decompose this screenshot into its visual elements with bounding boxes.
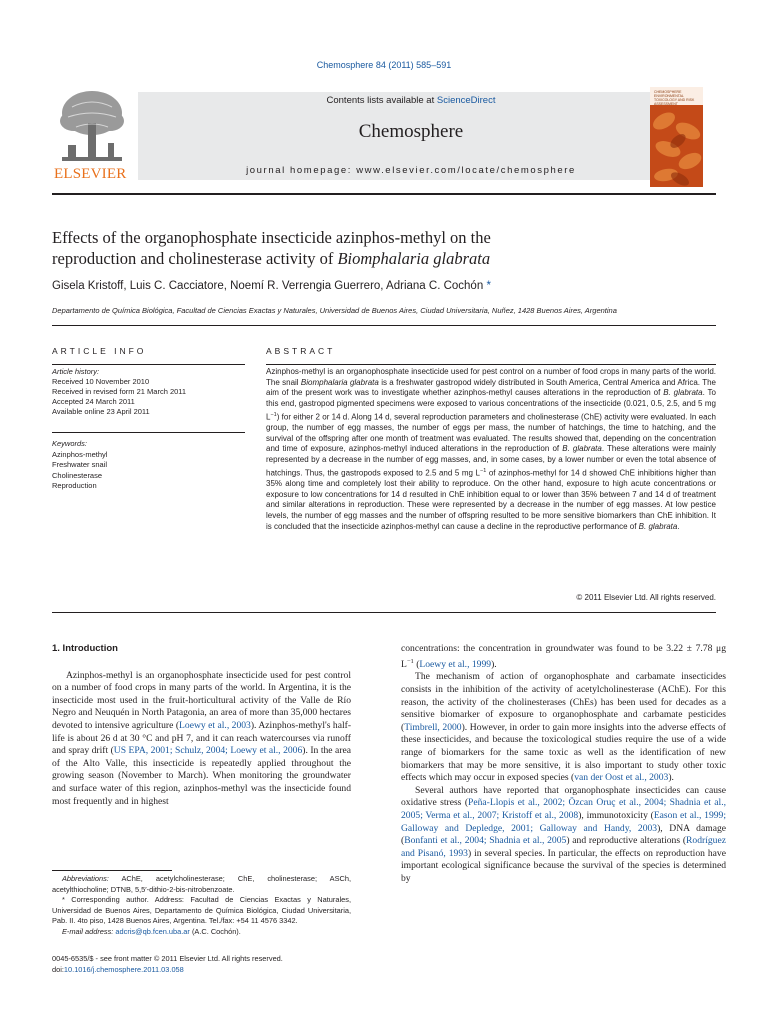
contents-prefix: Contents lists available at [326,95,437,106]
corresponding-author-mark[interactable]: * [486,280,491,292]
journal-reference[interactable]: Chemosphere 84 (2011) 585–591 [316,60,452,70]
body-right-column [401,643,726,885]
email-label: E-mail address: [62,926,114,936]
footnote-rule [52,870,172,871]
unit-exponent: −1 [406,657,414,665]
abbreviations-label: Abbreviations: [62,874,109,883]
contents-line [138,95,684,106]
abstract-copyright: © 2011 Elsevier Ltd. All rights reserved. [576,593,716,602]
citation-link[interactable]: US EPA, 2001; Schulz, 2004; Loewy et al., 2006 [113,745,303,757]
intro-paragraph-1 [52,670,351,809]
abstract-species: B. glabrata [638,521,678,531]
paragraph-text: ). [491,658,497,670]
abstract-species: Biomphalaria glabrata [300,377,379,387]
abstract-segment: . These alterations were mainly represented by a decrease in the number of egg masses, and, in some cases, by a lower number or even the total absence of hatchings. Thus, the gastropods exposed to 2.5 and 5 mg L [266,444,716,478]
paragraph-text: ) in several species. In particular, the effects on reproduction have important ecological significance because the survival of the species is determined by [401,847,726,884]
title-line-2 [52,248,716,269]
abstract-species: B. glabrata [562,444,602,454]
paragraph-text: The mechanism of action of organophosphate and carbamate insecticides consists in the inhibition of the activity of acetylcholinesterase (AChE). For this reason, the activity of the cholinesterases (ChEs) has been used for decades as a sensitive biomarker of exposure to organophosphate and carbamate pesticides ( [401,671,726,733]
abstract-text [266,367,716,532]
title-line-1: Effects of the organophosphate insecticide azinphos-methyl on the [52,228,491,247]
citation-link[interactable]: Eason et al., 1999; Galloway and Depledge, 2001; Galloway and Handy, 2003 [401,809,726,834]
abstract-rule [266,364,716,365]
paragraph-text: ). In the area of the Alto Valle, this insecticide is repeatedly applied throughout the growing season (November to March). When monitoring the groundwater and surface water of this region, azinphos-methyl was the insecticide found most frequently and in highest [52,745,351,807]
abbreviations-text: AChE, acetylcholinesterase; ChE, cholinesterase; ASCh, acetylthiocholine; DTNB, 5,5′-dithio-2-bis-nitrobenzoate. [52,874,351,894]
cover-title: CHEMOSPHERE ENVIRONMENTAL TOXICOLOGY AND RISK ASSESSMENT [654,90,695,106]
affiliation: Departamento de Química Biológica, Facultad de Ciencias Exactas y Naturales, Universidad de Buenos Aires, Ciudad Universitaria, Nuñez, 1428 Buenos Aires, Argentina [52,306,617,315]
affiliation-rule [52,325,716,326]
citation-link[interactable]: Loewy et al., 1999 [419,658,492,670]
intro-paragraph-3 [401,785,726,886]
keyword-item: Cholinesterase [52,470,103,480]
introduction-heading: 1. Introduction [52,643,118,654]
body-left-column [52,643,351,808]
history-rule [52,432,245,433]
history-received: Received 10 November 2010 [52,377,150,386]
journal-homepage[interactable]: journal homepage: www.elsevier.com/locate/chemosphere [246,165,576,176]
title-species: Biomphalaria glabrata [337,249,491,268]
doi-label: doi: [52,965,64,974]
author-list [52,280,716,292]
abstract-segment: ) for either 2 or 14 d. Along 14 d, several reproduction parameters and cholinesterase (ChE) activity were evaluated. In each group, the number of egg masses, the number of eggs per mass, the number of hatchings, the time to hatching, and the survival of the offspring after one month of treatment was evaluated. The results showed that, depending on the concentration and time of exposure, azinphos-methyl induced alterations in the reproduction of [266,412,716,454]
abstract-segment: . [677,521,680,531]
paragraph-text: Several authors have reported that organophosphate insecticides can cause oxidative stress ( [401,784,726,809]
history-revised: Received in revised form 21 March 2011 [52,387,187,396]
abstract-unit-exponent: −1 [270,411,277,418]
paragraph-text: ), immunotoxicity ( [578,809,654,821]
journal-name: Chemosphere [358,121,464,142]
keyword-item: Reproduction [52,481,97,491]
issn-line: 0045-6535/$ - see front matter © 2011 Elsevier Ltd. All rights reserved. [52,954,283,963]
footnotes [52,874,351,937]
sciencedirect-link[interactable]: ScienceDirect [436,95,496,106]
keywords-label: Keywords: [52,439,88,448]
abstract-heading: ABSTRACT [266,346,336,356]
keywords-block [52,439,245,492]
issn-doi-block [52,953,372,975]
keyword-item: Azinphos-methyl [52,449,108,459]
abstract-segment: of azinphos-methyl for 14 d showed ChE inhibitions higher than 35% along time and completely lost their ability to reproduce. On the other hand, exposure to high acute concentrations or exposure to low concentrations for 14 d resulted in ChE inhibition equal to or lower than 35% between 7 and 14 d of treatment and similar alterations in reproduction. These were represented by a decrease in the number of egg masses. At low pestice levels, the number of egg masses and the number of offspring resulted to be more sensitive biomarkers than ChE inhibition. It is concluded that the insecticide azinphos-methyl can cause a decline in the reproductive performance of [266,468,716,531]
citation-link[interactable]: Timbrell, 2000 [404,721,462,733]
abstract-segment: . To this end, gastropod pigmented specimens were exposed to various concentrations of the insecticide (0.021, 0.5, 2.5, and 5 mg L [266,388,717,422]
article-info-rule [52,364,245,365]
paragraph-text: ). [668,772,674,784]
article-history [52,367,245,417]
abstract-segment: Azinphos-methyl is an organophosphate insecticide used for pest control on a number of food crops in many parts of the world. The snail [266,367,716,387]
paragraph-text: concentrations: the concentration in groundwater was found to be 3.22 ± 7.78 μg L [401,643,726,670]
paragraph-text: ), DNA damage ( [401,822,727,847]
doi-line [52,964,372,975]
article-title [52,227,716,269]
abstract-species: B. glabrata [663,388,703,398]
citation-link[interactable]: Bonfanti et al., 2004; Shadnia et al., 2005 [404,835,567,847]
paragraph-text: ). However, in order to gain more insights into the adverse effects of these insecticides, and because the toxicological studies require the use of a wide range of biomarkers for the same toxic as well as the identification of new biomarkers that may be more sensitive, it is also important to study other toxic effects which may occur in exposed species ( [401,721,726,784]
authors: Gisela Kristoff, Luis C. Cacciatore, Noemí R. Verrengia Guerrero, Adriana C. Cochón [52,280,484,292]
publisher-wordmark: ELSEVIER [54,166,127,182]
citation-link[interactable]: Loewy et al., 2003 [179,719,251,731]
history-label: Article history: [52,367,100,376]
citation-link[interactable]: Rodríguez and Pisanó, 1993 [401,835,726,859]
intro-paragraph-2 [401,671,726,784]
paragraph-text: ). Azinphos-methyl's half-life is about 26 d at 30 °C and pH 7, and it can reach watercourses via runoff and spray drift ( [52,719,352,757]
keyword-item: Freshwater snail [52,460,108,470]
paragraph-text: Azinphos-methyl is an organophosphate insecticide used for pest control on a number of food crops in many parts of the world. In Argentina, it is the insecticide most used in the fruit-horticultural activity of the Valle de Río Negro and Neuquén in North Patagonia, an area of more than 35,000 hectares devoted to intensive agriculture ( [52,669,351,731]
journal-cover-image [650,87,703,187]
history-online: Available online 23 April 2011 [52,407,150,416]
abbreviations-footnote [52,874,351,895]
abstract-unit-exponent: −1 [480,467,487,474]
email-suffix: (A.C. Cochón). [189,926,241,936]
abstract-bottom-rule [52,612,716,613]
intro-paragraph-1-cont [401,643,726,671]
title-line-2-text: reproduction and cholinesterase activity of [52,249,338,268]
corresponding-footnote: * Corresponding author. Address: Facultad de Ciencias Exactas y Naturales, Universidad de Buenos Aires, Departamento de Química Biológica, Ciudad Universitaria, Pab. II. 4to piso, 1428 Buenos Aires, Argentina. Tel./fax: +54 11 4576 3342. [52,895,351,925]
citation-link[interactable]: van der Oost et al., 2003 [574,772,669,784]
journal-banner [138,92,684,180]
email-link[interactable]: adcris@qb.fcen.uba.ar [115,926,190,936]
paragraph-text: ) and reproductive alterations ( [566,835,687,847]
doi-link[interactable]: 10.1016/j.chemosphere.2011.03.058 [63,965,184,974]
abstract-segment: is a freshwater gastropod widely distributed in South America, Central America and Africa. The aim of the present work was to investigate whether azinphos-methyl causes alterations in the reproduction of [266,377,717,398]
citation-link[interactable]: Peña-Llopis et al., 2002; Özcan Oruç et al., 2004; Shadnia et al., 2005; Verma et al., 2007; Kristoff et al., 2008 [401,797,726,821]
paragraph-text: ( [413,658,420,670]
header-rule [52,193,716,195]
email-footnote [52,927,351,938]
history-accepted: Accepted 24 March 2011 [52,397,135,406]
journal-masthead [52,87,752,187]
article-info-heading: ARTICLE INFO [52,346,147,356]
